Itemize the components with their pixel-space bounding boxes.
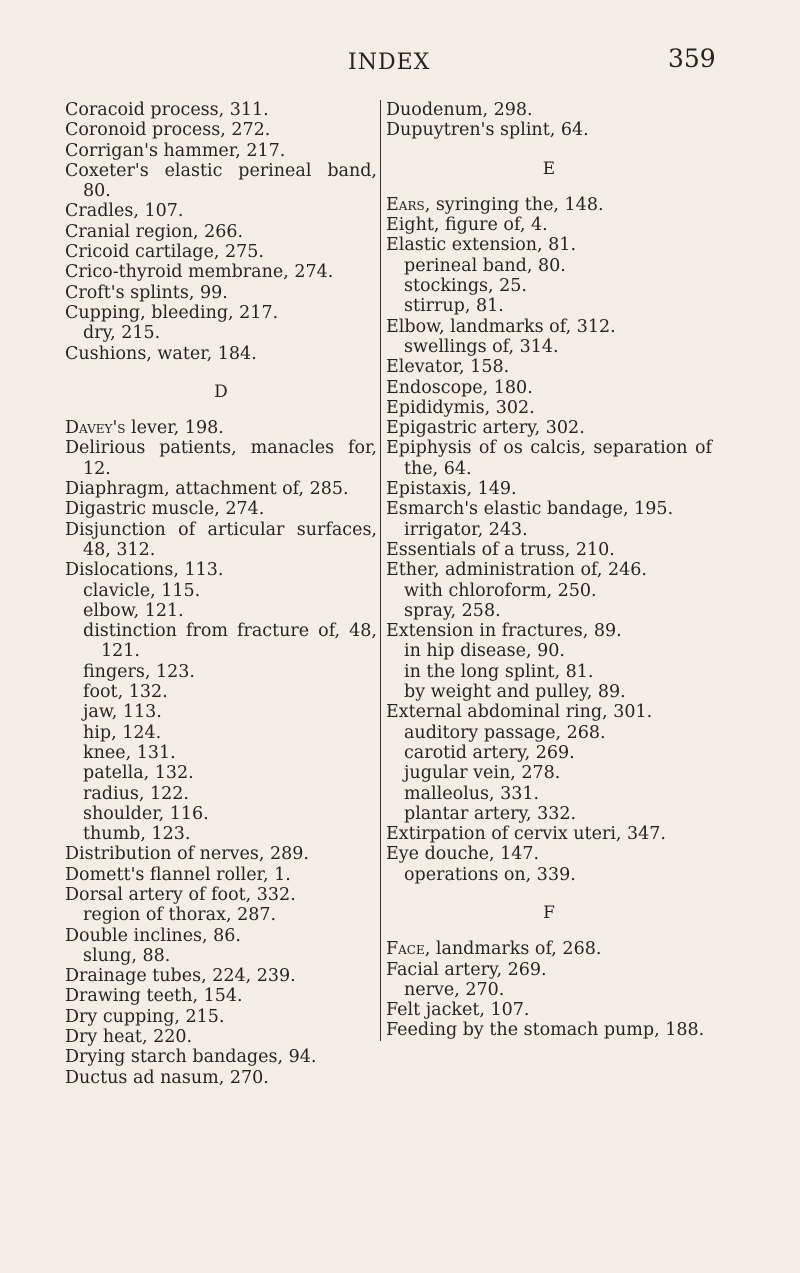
index-subentry: dry, 215. [83, 323, 161, 344]
index-subentry: malleolus, 331. [404, 783, 540, 804]
index-subentry: carotid artery, 269. [404, 742, 575, 763]
index-column-right [380, 100, 712, 1041]
index-entry: Dry heat, 220. [65, 1027, 193, 1048]
index-entry: Epididymis, 302. [386, 397, 535, 418]
index-subentry: foot, 132. [83, 682, 168, 703]
index-entry: Coracoid process, 311. [65, 100, 269, 120]
index-entry: Crico-thyroid membrane, 274. [65, 262, 334, 283]
index-subentry: thumb, 123. [83, 824, 191, 845]
index-entry: Epiphysis of os calcis, separation of the, 64. [386, 438, 712, 479]
index-entry: Felt jacket, 107. [386, 1000, 530, 1021]
index-entry: Drying starch bandages, 94. [65, 1047, 317, 1068]
index-subentry: plantar artery, 332. [404, 803, 577, 824]
index-entry: Endoscope, 180. [386, 377, 533, 398]
index-entry: Cricoid cartilage, 275. [65, 242, 264, 263]
index-entry: Eye douche, 147. [386, 844, 540, 865]
index-entry: Elbow, landmarks of, 312. [386, 316, 616, 337]
index-entry: Drawing teeth, 154. [65, 986, 243, 1007]
section-letter: F [543, 902, 555, 923]
index-subentry: region of thorax, 287. [83, 905, 277, 926]
page-header [0, 44, 800, 84]
index-entry: Drainage tubes, 224, 239. [65, 966, 296, 987]
index-entry: Cradles, 107. [65, 201, 184, 222]
index-entry: Extirpation of cervix uteri, 347. [386, 824, 666, 845]
index-subentry: irrigator, 243. [404, 519, 528, 540]
index-entry: Dry cupping, 215. [65, 1006, 225, 1027]
index-entry: Facial artery, 269. [386, 959, 547, 980]
index-entry: Digastric muscle, 274. [65, 499, 265, 520]
index-subentry: distinction from fracture of, 48, 121. [83, 621, 377, 662]
index-subentry: shoulder, 116. [83, 803, 209, 824]
index-subentry: fingers, 123. [83, 661, 195, 682]
index-entry: Face, landmarks of, 268. [386, 939, 602, 960]
index-subentry: jugular vein, 278. [404, 763, 561, 784]
index-entry: Duodenum, 298. [386, 100, 533, 120]
index-subentry: elbow, 121. [83, 600, 184, 621]
index-entry: Disjunction of articular surfaces, 48, 312. [65, 519, 377, 560]
index-subentry: clavicle, 115. [83, 580, 201, 601]
index-entry: Diaphragm, attachment of, 285. [65, 479, 349, 500]
index-entry: Double inclines, 86. [65, 925, 241, 946]
index-entry: Ether, administration of, 246. [386, 560, 647, 581]
index-entry: Croft's splints, 99. [65, 282, 228, 303]
index-subentry: with chloroform, 250. [404, 580, 597, 601]
index-entry: Epigastric artery, 302. [386, 418, 585, 439]
index-subentry: hip, 124. [83, 722, 162, 743]
index-entry: Corrigan's hammer, 217. [65, 140, 286, 161]
index-subentry: in the long splint, 81. [404, 661, 594, 682]
index-entry: External abdominal ring, 301. [386, 702, 653, 723]
index-entry: Eight, figure of, 4. [386, 215, 548, 236]
index-entry: Ductus ad nasum, 270. [65, 1067, 269, 1088]
index-subentry: spray, 258. [404, 600, 501, 621]
index-entry: Essentials of a truss, 210. [386, 539, 615, 560]
index-subentry: by weight and pulley, 89. [404, 682, 626, 703]
index-entry: Cushions, water, 184. [65, 343, 257, 364]
index-subentry: patella, 132. [83, 763, 194, 784]
index-column-left [65, 100, 377, 1088]
index-subentry: operations on, 339. [404, 864, 576, 885]
section-letter: E [542, 158, 556, 179]
page-number: 359 [668, 44, 716, 73]
index-entry: Esmarch's elastic bandage, 195. [386, 499, 674, 520]
index-subentry: nerve, 270. [404, 979, 505, 1000]
index-entry: Elastic extension, 81. [386, 235, 577, 256]
index-entry: Domett's flannel roller, 1. [65, 864, 291, 885]
index-subentry: swellings of, 314. [404, 336, 559, 357]
section-letter: D [214, 381, 228, 402]
index-entry: Dupuytren's splint, 64. [386, 120, 589, 141]
index-entry: Distribution of nerves, 289. [65, 844, 309, 865]
index-entry: Delirious patients, manacles for, 12. [65, 438, 377, 479]
index-entry: Cupping, bleeding, 217. [65, 302, 279, 323]
index-subentry: radius, 122. [83, 783, 189, 804]
index-subentry: slung, 88. [83, 945, 171, 966]
index-entry: Extension in fractures, 89. [386, 621, 622, 642]
index-subentry: stockings, 25. [404, 276, 527, 297]
index-subentry: jaw, 113. [83, 702, 162, 723]
index-entry: Dorsal artery of foot, 332. [65, 884, 296, 905]
index-entry: Epistaxis, 149. [386, 479, 517, 500]
index-entry: Coxeter's elastic perineal band, 80. [65, 160, 377, 202]
index-subentry: auditory passage, 268. [404, 722, 606, 743]
index-entry: Dislocations, 113. [65, 560, 224, 581]
index-subentry: perineal band, 80. [404, 255, 566, 276]
index-entry: Cranial region, 266. [65, 221, 244, 242]
index-subentry: stirrup, 81. [404, 296, 504, 317]
index-subentry: in hip disease, 90. [404, 641, 565, 662]
page-title: INDEX [348, 50, 431, 75]
index-entry: Feeding by the stomach pump, 188. [386, 1020, 705, 1041]
index-entry: Davey's lever, 198. [65, 418, 224, 439]
index-entry: Ears, syringing the, 148. [386, 194, 604, 215]
index-entry: Elevator, 158. [386, 357, 510, 378]
index-entry: Coronoid process, 272. [65, 120, 271, 141]
index-subentry: knee, 131. [83, 742, 176, 763]
